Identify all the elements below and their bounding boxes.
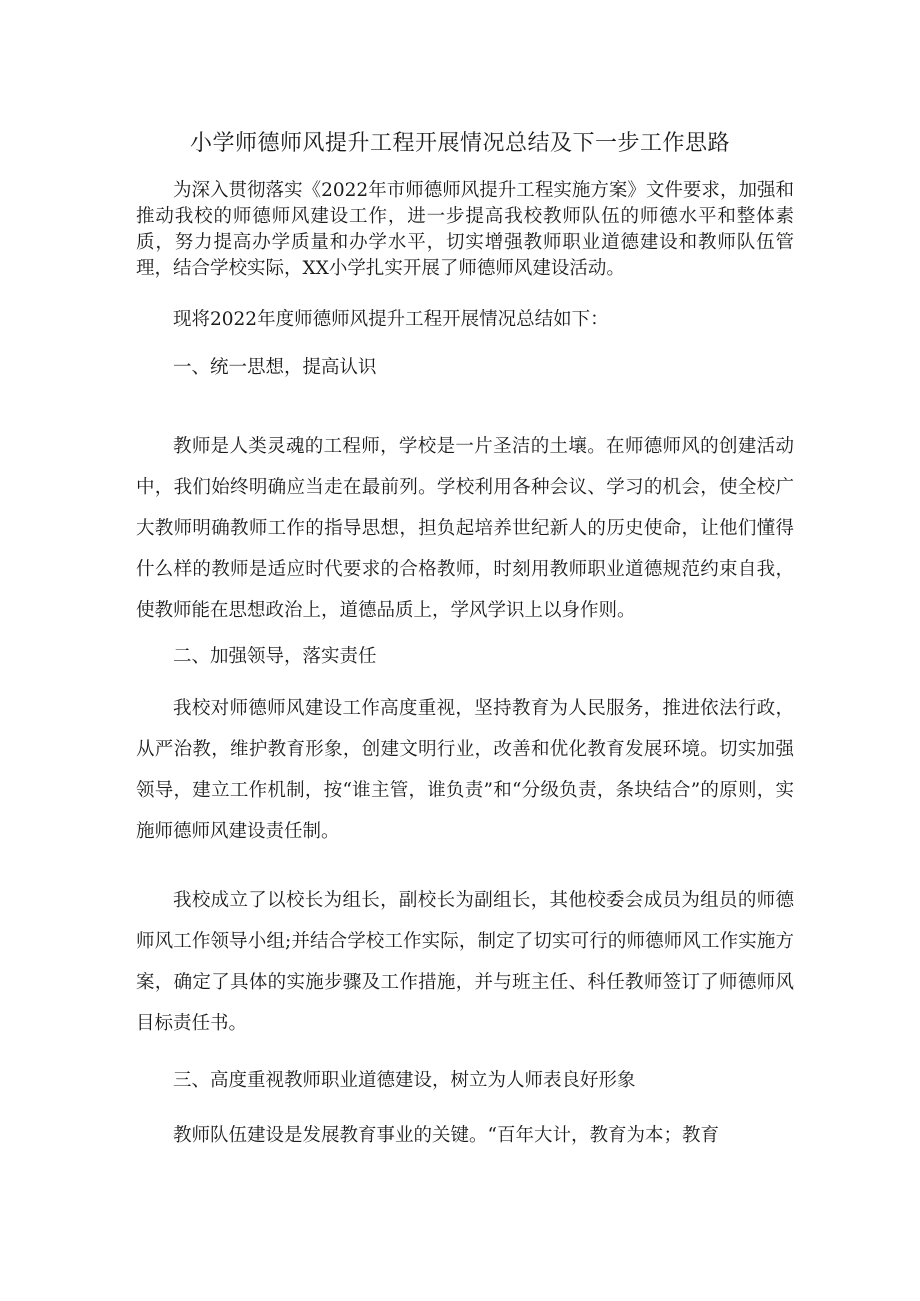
section-three-paragraph: 教师队伍建设是发展教育事业的关键。“百年大计，教育为本；教育 — [173, 1125, 719, 1146]
section-one-paragraph: 教师是人类灵魂的工程师，学校是一片圣洁的土壤。在师德师风的创建活动中，我们始终明确应当走在最前列。学校利用各种会议、学习的机会，使全校广大教师明确教师工作的指导思想，担负起培养世纪新人的历史使命，让他们懂得什么样的教师是适应时代要求的合格教师，时刻用教师职业道德规范约束自我，使教师能在思想政治上，道德品质上，学风学识上以身作则。 — [136, 436, 794, 621]
section-heading-one: 一、统一思想，提高认识 — [173, 357, 377, 378]
section-heading-two: 二、加强领导，落实责任 — [173, 646, 377, 667]
intro-paragraph: 为深入贯彻落实《2022年市师德师风提升工程实施方案》文件要求，加强和推动我校的师德师风建设工作，进一步提高我校教师队伍的师德水平和整体素质，努力提高办学质量和办学水平，切实增强教师职业道德建设和教师队伍管理，结合学校实际，XX小学扎实开展了师德师风建设活动。 — [136, 180, 794, 279]
summary-paragraph: 现将2022年度师德师风提升工程开展情况总结如下： — [173, 309, 609, 330]
document-title: 小学师德师风提升工程开展情况总结及下一步工作思路 — [189, 131, 730, 156]
section-heading-three: 三、高度重视教师职业道德建设，树立为人师表良好形象 — [173, 1070, 636, 1091]
section-two-paragraph-b: 我校成立了以校长为组长，副校长为副组长，其他校委会成员为组员的师德师风工作领导小组;并结合学校工作实际，制定了切实可行的师德师风工作实施方案，确定了具体的实施步骤及工作措施，并与班主任、科任教师签订了师德师风目标责任书。 — [136, 890, 794, 1034]
section-two-paragraph-a: 我校对师德师风建设工作高度重视，坚持教育为人民服务，推进依法行政，从严治教，维护教育形象，创建文明行业，改善和优化教育发展环境。切实加强领导，建立工作机制，按“谁主管，谁负责”和“分级负责，条块结合”的原则，实施师德师风建设责任制。 — [136, 698, 794, 842]
